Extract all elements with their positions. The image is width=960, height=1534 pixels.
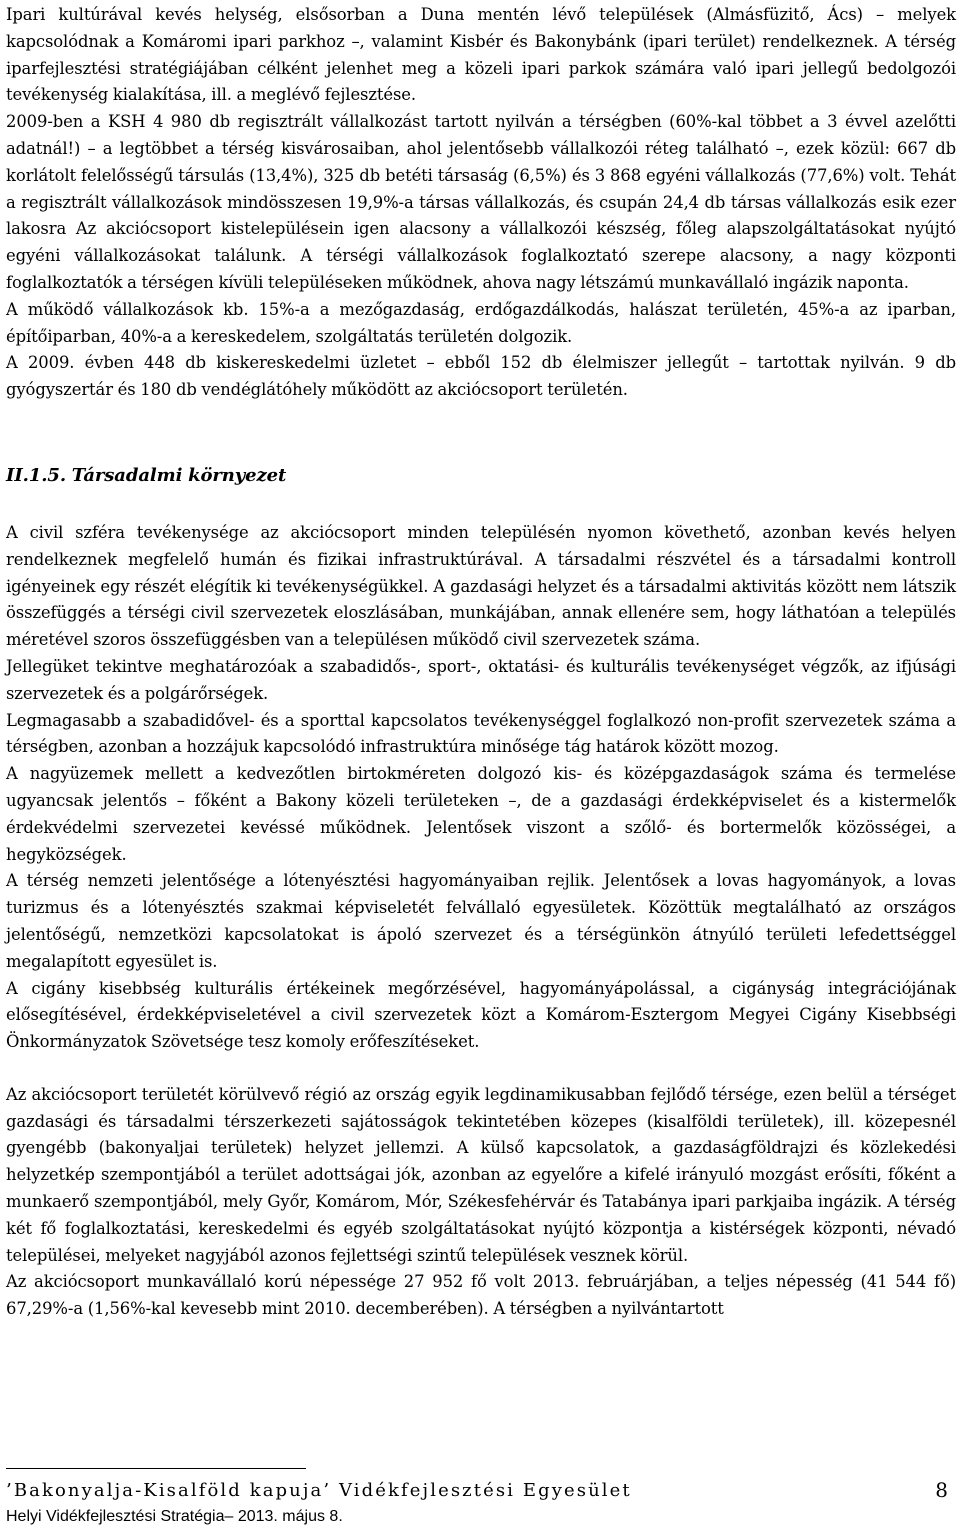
paragraph: 2009-ben a KSH 4 980 db regisztrált vállalkozást tartott nyilván a térségben (60%-kal többet a 3 évvel azelőtti adatnál!) – a legtöbbet a térség kisvárosaiban, ahol jelentősebb vállalkozói réteg található –, ezek közül: 667 db korlátolt felelősségű társulás (13,4%), 325 db betéti társaság (6,5%) és 3 868 egyéni vállalkozás (77,6%) volt. Tehát a regisztrált vállalkozások mindösszesen 19,9%-a társas vállalkozás, és csupán 24,4 db társas vállalkozás esik ezer lakosra Az akciócsoport kistelepülésein igen alacsony a vállalkozói készség, főleg alapszolgáltatásokat nyújtó egyéni vállalkozásokat találunk. A térségi vállalkozások foglalkoztató szerepe alacsony, a nagy központi foglalkoztatók a térségen kívüli településeken működnek, ahova nagy létszámú munkavállaló ingázik naponta. — [6, 112, 956, 292]
footer-organization: ’Bakonyalja-Kisalföld kapuja’ Vidékfejlesztési Egyesület — [6, 1480, 632, 1501]
paragraph: A 2009. évben 448 db kiskereskedelmi üzletet – ebből 152 db élelmiszer jellegűt – tartottak nyilván. 9 db gyógyszertár és 180 db vendéglátóhely működött az akciócsoport területén. — [6, 353, 956, 400]
footer-divider — [6, 1468, 306, 1469]
page-number: 8 — [935, 1478, 948, 1502]
paragraph: A civil szféra tevékenysége az akciócsoport minden településén nyomon követhető, azonban kevés helyen rendelkeznek megfelelő humán és fizikai infrastruktúrával. A társadalmi részvétel és a társadalmi kontroll igényeinek egy részét elégítik ki tevékenységükkel. A gazdasági helyzet és a társadalmi aktivitás között nem látszik összefüggés a térségi civil szervezetek eloszlásában, munkájában, annak ellenére sem, hogy láthatóan a település méretével szoros összefüggésben van a településen működő civil szervezetek száma. — [6, 522, 956, 650]
paragraph: A nagyüzemek mellett a kedvezőtlen birtokméreten dolgozó kis- és középgazdaságok száma és termelése ugyancsak jelentős – főként a Bakony közeli területeken –, de a gazdasági érdekképviselet és a kistermelők érdekvédelmi szervezetei kevéssé működnek. Jelentősek viszont a szőlő- és bortermelők közösségei, a hegyközségek. — [6, 764, 956, 864]
paragraph: Ipari kultúrával kevés helység, elsősorban a Duna mentén lévő települések (Almásfüzitő, Ács) – melyek kapcsolódnak a Komáromi ipari parkhoz –, valamint Kisbér és Bakonybánk (ipari terület) rendelkeznek. A térség iparfejlesztési stratégiájában célként jelenhet meg a közeli ipari parkok számára való ipari jellegű bedolgozói tevékenység kialakítása, ill. a meglévő fejlesztése. — [6, 5, 956, 105]
paragraph: A térség nemzeti jelentősége a lótenyésztési hagyományaiban rejlik. Jelentősek a lovas hagyományok, a lovas turizmus és a lótenyésztés szakmai képviseletét felvállaló egyesületek. Közöttük megtalálható az országos jelentőségű, nemzetközi kapcsolatokat is ápoló szervezet és a térségünkön átnyúló területi lefedettséggel megalapított egyesület is. — [6, 871, 956, 971]
section-heading: II.1.5. Társadalmi környezet — [6, 464, 287, 486]
paragraph: Legmagasabb a szabadidővel- és a sporttal kapcsolatos tevékenységgel foglalkozó non-profit szervezetek száma a térségben, azonban a hozzájuk kapcsolódó infrastruktúra minősége tág határok között mozog. — [6, 710, 956, 757]
spacer — [6, 490, 956, 520]
paragraph: Jellegüket tekintve meghatározóak a szabadidős-, sport-, oktatási- és kulturális tevékenységet végzők, az ifjúsági szervezetek és a polgárőrségek. — [6, 656, 956, 703]
footer-subtitle: Helyi Vidékfejlesztési Stratégia– 2013. május 8. — [6, 1508, 343, 1525]
spacer — [6, 1056, 956, 1082]
paragraph: Az akciócsoport munkavállaló korú népessége 27 952 fő volt 2013. februárjában, a teljes népesség (41 544 fő) 67,29%-a (1,56%-kal kevesebb mint 2010. decemberében). A térségben a nyilvántartott — [6, 1272, 956, 1319]
spacer — [6, 404, 956, 462]
paragraph: A cigány kisebbség kulturális értékeinek megőrzésével, hagyományápolással, a cigányság integrációjának elősegítésével, érdekképviseletével a civil szervezetek közt a Komárom-Esztergom Megyei Cigány Kisebbségi Önkormányzatok Szövetsége tesz komoly erőfeszítéseket. — [6, 978, 956, 1052]
document-body — [6, 2, 956, 1323]
paragraph: A működő vállalkozások kb. 15%-a a mezőgazdaság, erdőgazdálkodás, halászat területén, 45%-a az iparban, építőiparban, 40%-a a kereskedelem, szolgáltatás területén dolgozik. — [6, 299, 956, 346]
paragraph: Az akciócsoport területét körülvevő régió az ország egyik legdinamikusabban fejlődő térsége, ezen belül a térséget gazdasági és társadalmi térszerkezeti sajátosságok tekintetében közepes (kisalföldi területek), ill. közepesnél gyengébb (bakonyaljai területek) helyzet jellemzi. A külső kapcsolatok, a gazdaságföldrajzi és közlekedési helyzetkép szempontjából a terület adottságai jók, azonban az egyelőre a kifelé irányuló mozgást erősíti, főként a munkaerő szempontjából, mely Győr, Komárom, Mór, Székesfehérvár és Tatabánya ipari parkjaiba ingázik. A térség két fő foglalkoztatási, kereskedelmi és egyéb szolgáltatásokat nyújtó központja a kistérségek központi, névadó települései, melyeket nagyjából azonos fejlettségi szintű települések vesznek körül. — [6, 1084, 956, 1265]
page-footer — [6, 1468, 952, 1530]
